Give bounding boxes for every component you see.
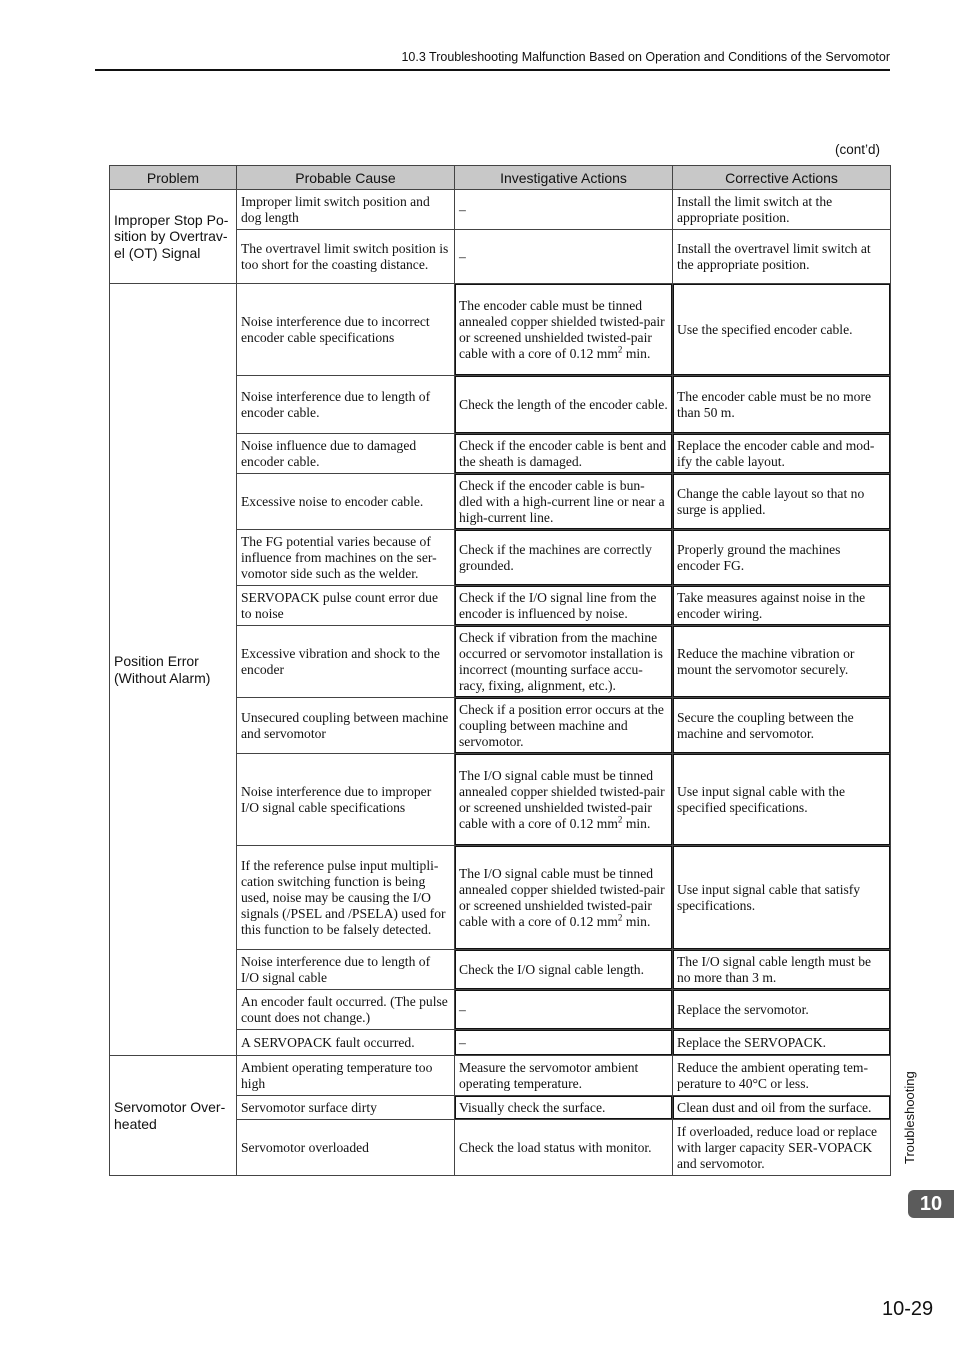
- corrective-action-cell: Replace the SERVOPACK.: [673, 1030, 891, 1056]
- investigative-action-cell: [455, 846, 673, 950]
- corrective-action-cell: Reduce the machine vibration or mount the servomotor securely.: [673, 626, 891, 698]
- probable-cause-cell: Improper limit switch position and dog length: [237, 190, 455, 230]
- investigate-tail: min.: [622, 345, 651, 361]
- probable-cause-cell: Noise interference due to length of I/O signal cable: [237, 950, 455, 990]
- corrective-action-cell: Use the specified encoder cable.: [673, 284, 891, 376]
- probable-cause-cell: The overtravel limit switch position is too short for the coasting distance.: [237, 230, 455, 284]
- investigative-action-cell: Check the load status with monitor.: [455, 1120, 673, 1176]
- probable-cause-cell: Servomotor surface dirty: [237, 1096, 455, 1120]
- probable-cause-cell: SERVOPACK pulse count error due to noise: [237, 586, 455, 626]
- corrective-action-cell: Replace the servomotor.: [673, 990, 891, 1030]
- probable-cause-cell: Noise interference due to improper I/O signal cable specifications: [237, 754, 455, 846]
- probable-cause-cell: Unsecured coupling between machine and servomotor: [237, 698, 455, 754]
- problem-cell: Improper Stop Po- sition by Overtrav- el (OT) Signal: [110, 190, 237, 284]
- probable-cause-cell: Noise interference due to incorrect encoder cable specifications: [237, 284, 455, 376]
- corrective-action-cell: Reduce the ambient operating tem-perature to 40°C or less.: [673, 1056, 891, 1096]
- investigate-text: The I/O signal cable must be tinned annealed copper shielded twisted-pair or screened unshielded twisted-pair cable with a core of 0.12 mm: [459, 767, 665, 831]
- probable-cause-cell: Excessive vibration and shock to the encoder: [237, 626, 455, 698]
- header-problem: Problem: [110, 166, 237, 190]
- corrective-action-cell: Replace the encoder cable and mod-ify the cable layout.: [673, 434, 891, 474]
- corrective-action-cell: Take measures against noise in the encoder wiring.: [673, 586, 891, 626]
- header-rule: [95, 69, 890, 71]
- corrective-action-cell: Properly ground the machines encoder FG.: [673, 530, 891, 586]
- table-row: [110, 284, 891, 376]
- investigate-text: The I/O signal cable must be tinned annealed copper shielded twisted-pair or screened unshielded twisted-pair cable with a core of 0.12 mm: [459, 865, 665, 929]
- probable-cause-cell: Ambient operating temperature too high: [237, 1056, 455, 1096]
- investigative-action-cell: Check if the encoder cable is bent and the sheath is damaged.: [455, 434, 673, 474]
- problem-cell: Servomotor Over- heated: [110, 1056, 237, 1176]
- probable-cause-cell: A SERVOPACK fault occurred.: [237, 1030, 455, 1056]
- investigative-action-cell: –: [455, 190, 673, 230]
- side-section-label: [890, 1060, 934, 1166]
- investigative-action-cell: –: [455, 990, 673, 1030]
- probable-cause-cell: Excessive noise to encoder cable.: [237, 474, 455, 530]
- investigative-action-cell: –: [455, 1030, 673, 1056]
- investigative-action-cell: Check if vibration from the machine occurred or servomotor installation is incorrect (mounting surface accu-racy, fixing, alignment, etc.).: [455, 626, 673, 698]
- probable-cause-cell: Noise interference due to length of encoder cable.: [237, 376, 455, 434]
- corrective-action-cell: Clean dust and oil from the surface.: [673, 1096, 891, 1120]
- investigative-action-cell: [455, 754, 673, 846]
- problem-cell: Position Error (Without Alarm): [110, 284, 237, 1056]
- investigative-action-cell: Measure the servomotor ambient operating temperature.: [455, 1056, 673, 1096]
- corrective-action-cell: If overloaded, reduce load or replace with larger capacity SER-VOPACK and servomotor.: [673, 1120, 891, 1176]
- header-probable-cause: Probable Cause: [237, 166, 455, 190]
- probable-cause-cell: Noise influence due to damaged encoder cable.: [237, 434, 455, 474]
- table-body: [110, 190, 891, 1176]
- investigative-action-cell: Check the I/O signal cable length.: [455, 950, 673, 990]
- probable-cause-cell: If the reference pulse input multipli-cation switching function is being used, noise may be causing the I/O signals (/PSEL and /PSELA) used for this function to be falsely detected.: [237, 846, 455, 950]
- probable-cause-cell: An encoder fault occurred. (The pulse count does not change.): [237, 990, 455, 1030]
- corrective-action-cell: Install the limit switch at the appropriate position.: [673, 190, 891, 230]
- corrective-action-cell: Use input signal cable that satisfy specifications.: [673, 846, 891, 950]
- header-corrective-actions: Corrective Actions: [673, 166, 891, 190]
- table-header-row: [110, 166, 891, 190]
- chapter-tab: 10: [908, 1190, 954, 1218]
- investigative-action-cell: Check the length of the encoder cable.: [455, 376, 673, 434]
- corrective-action-cell: Secure the coupling between the machine and servomotor.: [673, 698, 891, 754]
- corrective-action-cell: Change the cable layout so that no surge is applied.: [673, 474, 891, 530]
- table-row: [110, 1056, 891, 1096]
- investigate-tail: min.: [622, 815, 651, 831]
- running-header: 10.3 Troubleshooting Malfunction Based on Operation and Conditions of the Servomotor: [401, 50, 890, 64]
- continued-label: (cont’d): [835, 142, 881, 157]
- page-number: 10-29: [882, 1298, 934, 1320]
- investigative-action-cell: [455, 284, 673, 376]
- investigative-action-cell: –: [455, 230, 673, 284]
- investigative-action-cell: Visually check the surface.: [455, 1096, 673, 1120]
- troubleshooting-table: [109, 165, 891, 1176]
- superscript: 2: [617, 813, 623, 824]
- superscript: 2: [617, 343, 623, 354]
- superscript: 2: [617, 911, 623, 922]
- corrective-action-cell: Use input signal cable with the specified specifications.: [673, 754, 891, 846]
- corrective-action-cell: Install the overtravel limit switch at the appropriate position.: [673, 230, 891, 284]
- investigate-tail: min.: [622, 913, 651, 929]
- investigative-action-cell: Check if the encoder cable is bun-dled with a high-current line or near a high-current line.: [455, 474, 673, 530]
- investigate-text: The encoder cable must be tinned annealed copper shielded twisted-pair or screened unshielded twisted-pair cable with a core of 0.12 mm: [459, 297, 665, 361]
- side-label-text: Troubleshooting: [902, 1071, 917, 1164]
- corrective-action-cell: The I/O signal cable length must be no more than 3 m.: [673, 950, 891, 990]
- header-investigative-actions: Investigative Actions: [455, 166, 673, 190]
- corrective-action-cell: The encoder cable must be no more than 50 m.: [673, 376, 891, 434]
- investigative-action-cell: Check if the I/O signal line from the encoder is influenced by noise.: [455, 586, 673, 626]
- investigative-action-cell: Check if a position error occurs at the coupling between machine and servomotor.: [455, 698, 673, 754]
- probable-cause-cell: Servomotor overloaded: [237, 1120, 455, 1176]
- table-row: [110, 190, 891, 230]
- investigative-action-cell: Check if the machines are correctly grounded.: [455, 530, 673, 586]
- probable-cause-cell: The FG potential varies because of influence from machines on the ser-vomotor side such as the welder.: [237, 530, 455, 586]
